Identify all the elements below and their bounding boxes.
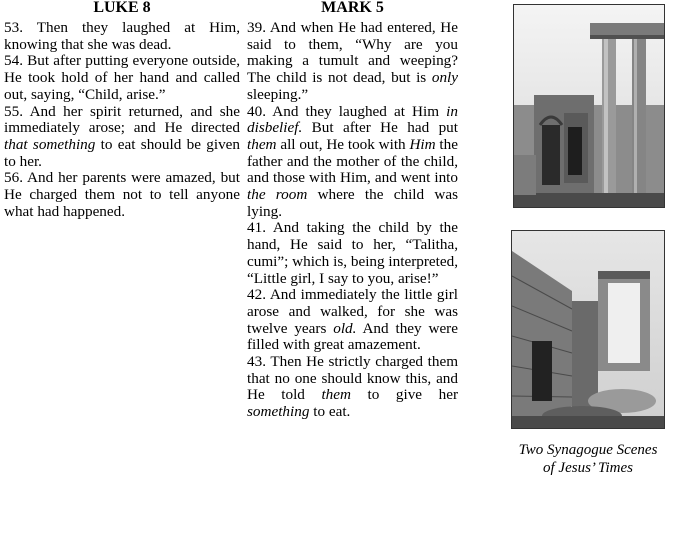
verse-number: 43. (247, 353, 266, 371)
verse-text: Then He strictly charged them that no one should know this, and He told (247, 353, 459, 404)
verse-text: And taking the child by the hand, He said to her, “Talitha, cumi”; which is, being interpreted, “Little girl, I say to you, arise!” (247, 219, 458, 287)
luke-verse (4, 20, 240, 53)
verse-text: to eat should be given to her. (4, 135, 240, 170)
verse-text: And immediately the little girl arose and walked, for she was twelve years (247, 286, 458, 337)
verse-text: But after He had put (302, 119, 458, 137)
verse-text: And her spirit returned, and she immediately arose; and He directed (4, 102, 240, 137)
verse-text: And when He had entered, He said to them, “Why are you making a tumult and weeping? The child is not dead, but is (247, 19, 458, 87)
verse-text-italic: the room (247, 186, 308, 204)
mark-verses (247, 20, 458, 421)
verse-text: to eat. (309, 403, 351, 421)
mark-verse (247, 104, 458, 221)
verse-text-italic: something (247, 403, 310, 421)
verse-text-italic: them (321, 386, 351, 404)
verse-text: to give her (350, 386, 458, 404)
photo-caption (498, 441, 678, 477)
verse-number: 56. (4, 169, 23, 187)
luke-verses (4, 20, 240, 220)
verse-text-italic: old. (333, 319, 357, 337)
verse-number: 40. (247, 102, 266, 120)
verse-text-italic: Him (409, 135, 436, 153)
mark-verse (247, 354, 458, 421)
verse-text-italic: in disbelief. (247, 102, 458, 137)
verse-text-italic: only (431, 69, 458, 87)
luke-column (4, 0, 240, 220)
verse-number: 55. (4, 102, 23, 120)
verse-number: 41. (247, 219, 266, 237)
verse-text: And they were filled with great amazement. (247, 319, 458, 354)
verse-text: And they laughed at Him (272, 102, 447, 120)
verse-text: the father and the mother of the child, and those with Him, and went into (247, 135, 458, 187)
mark-heading: MARK 5 (321, 0, 384, 16)
synagogue-photo-ruins-columns (513, 4, 665, 208)
mark-verse (247, 287, 458, 354)
mark-verse (247, 220, 458, 287)
verse-number: 39. (247, 19, 266, 36)
luke-verse (4, 53, 240, 103)
mark-verse (247, 20, 458, 104)
verse-text: all out, He took with (276, 135, 410, 153)
verse-number: 53. (4, 19, 23, 36)
synagogue-photo-doorway (511, 230, 665, 429)
verse-text: And her parents were amazed, but He charged them not to tell anyone what had happened. (4, 169, 240, 220)
verse-number: 42. (247, 286, 266, 304)
caption-line-2: of Jesus’ Times (543, 460, 633, 476)
verse-text: Then they laughed at Him, knowing that she was dead. (4, 19, 240, 53)
luke-verse (4, 104, 240, 171)
verse-text: where the child was lying. (247, 186, 458, 220)
mark-column (247, 0, 458, 421)
verse-text-italic: them (247, 135, 277, 153)
verse-number: 54. (4, 52, 23, 70)
verse-text: sleeping.” (247, 85, 309, 103)
verse-text: But after putting everyone outside, He took hold of her hand and called out, saying, “Child, arise.” (4, 52, 241, 103)
caption-line-1: Two Synagogue Scenes (518, 442, 658, 458)
luke-verse (4, 170, 240, 220)
verse-text-italic: that something (4, 135, 96, 153)
luke-heading: LUKE 8 (93, 0, 151, 16)
